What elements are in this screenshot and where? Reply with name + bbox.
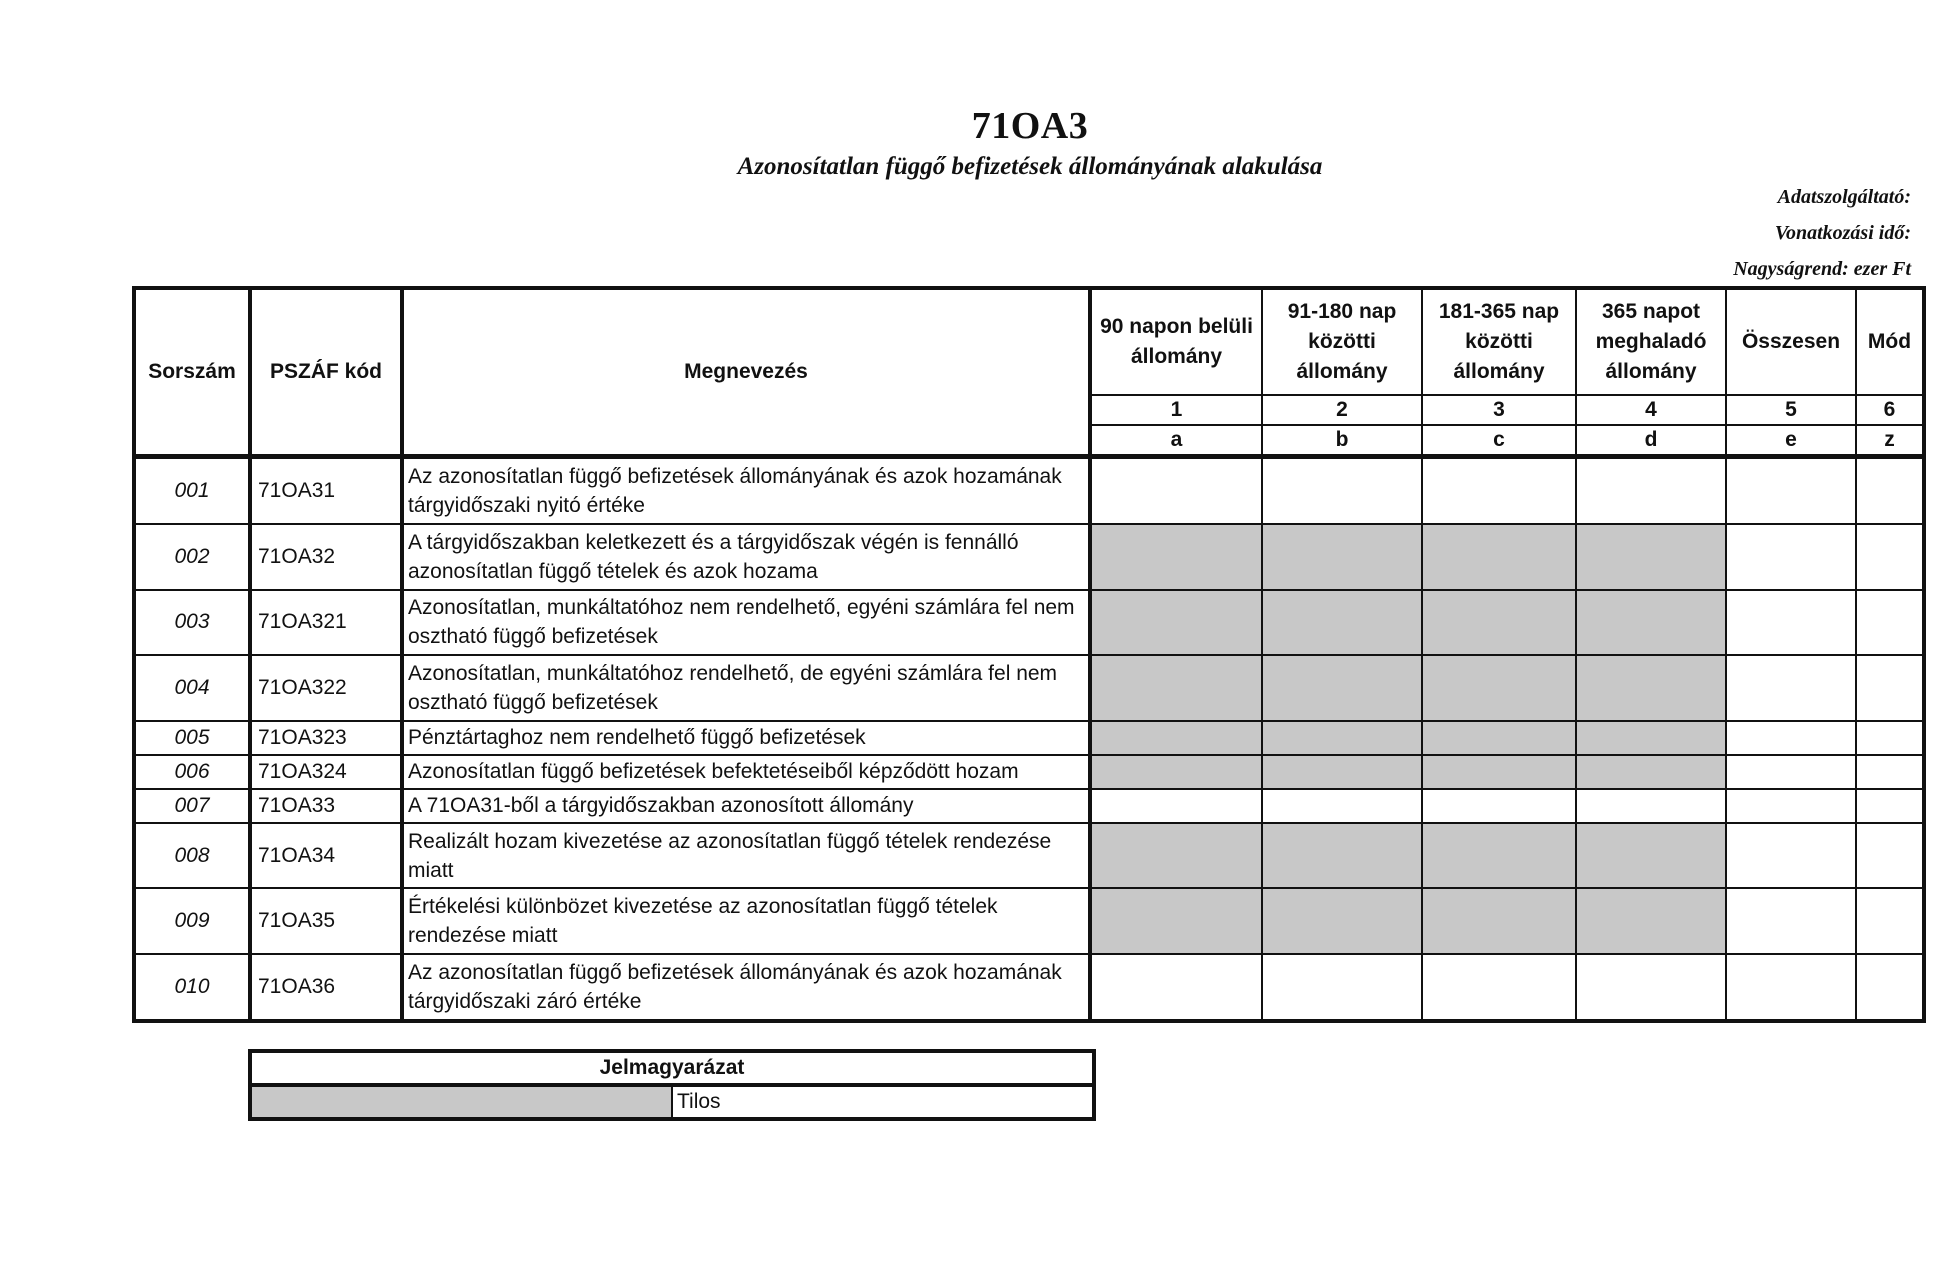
table-row: [134, 524, 1924, 590]
forbidden-cell: [1090, 823, 1262, 889]
table-row: [134, 655, 1924, 721]
provider-label: Adatszolgáltató:: [1777, 186, 1911, 208]
input-cell[interactable]: [1576, 954, 1726, 1021]
input-cell[interactable]: [1726, 457, 1856, 524]
forbidden-cell: [1576, 655, 1726, 721]
row-number: 003: [134, 590, 250, 656]
table-row: [134, 457, 1924, 524]
header-col-number: 5: [1726, 395, 1856, 425]
row-code: 71OA31: [250, 457, 402, 524]
form-table: [132, 286, 1926, 1023]
row-name: Az azonosítatlan függő befizetések állományának és azok hozamának tárgyidőszaki nyitó értéke: [402, 457, 1090, 524]
forbidden-cell: [1262, 524, 1422, 590]
input-cell[interactable]: [1856, 823, 1924, 889]
header-name: Megnevezés: [402, 288, 1090, 457]
forbidden-cell: [1422, 823, 1576, 889]
row-code: 71OA321: [250, 590, 402, 656]
form-subtitle: Azonosítatlan függő befizetések állományának alakulása: [737, 153, 1323, 180]
input-cell[interactable]: [1726, 721, 1856, 755]
row-code: 71OA33: [250, 789, 402, 823]
forbidden-cell: [1262, 721, 1422, 755]
input-cell[interactable]: [1856, 721, 1924, 755]
header-col-6: Mód: [1856, 288, 1924, 395]
row-number: 005: [134, 721, 250, 755]
row-name: Azonosítatlan függő befizetések befektetéseiből képződött hozam: [402, 755, 1090, 789]
row-code: 71OA324: [250, 755, 402, 789]
input-cell[interactable]: [1726, 954, 1856, 1021]
reference-period-label: Vonatkozási idő:: [1774, 222, 1911, 244]
table-body: [134, 457, 1924, 1022]
forbidden-cell: [1422, 590, 1576, 656]
table-row: [134, 823, 1924, 889]
row-name: Azonosítatlan, munkáltatóhoz rendelhető, de egyéni számlára fel nem osztható függő befizetések: [402, 655, 1090, 721]
row-name: Értékelési különbözet kivezetése az azonosítatlan függő tételek rendezése miatt: [402, 888, 1090, 954]
row-number: 004: [134, 655, 250, 721]
input-cell[interactable]: [1262, 789, 1422, 823]
header-col-number: 6: [1856, 395, 1924, 425]
table-row: [134, 954, 1924, 1021]
input-cell[interactable]: [1856, 755, 1924, 789]
header-col-number: 4: [1576, 395, 1726, 425]
forbidden-cell: [1262, 823, 1422, 889]
input-cell[interactable]: [1422, 789, 1576, 823]
legend-swatch-forbidden: [250, 1085, 672, 1119]
row-name: Azonosítatlan, munkáltatóhoz nem rendelhető, egyéni számlára fel nem osztható függő befizetések: [402, 590, 1090, 656]
table-header: [134, 288, 1924, 457]
input-cell[interactable]: [1090, 457, 1262, 524]
input-cell[interactable]: [1726, 888, 1856, 954]
header-sorszam: Sorszám: [134, 288, 250, 457]
input-cell[interactable]: [1422, 954, 1576, 1021]
input-cell[interactable]: [1726, 655, 1856, 721]
forbidden-cell: [1262, 590, 1422, 656]
forbidden-cell: [1422, 888, 1576, 954]
row-number: 010: [134, 954, 250, 1021]
row-code: 71OA36: [250, 954, 402, 1021]
unit-label: Nagyságrend: ezer Ft: [1733, 258, 1911, 280]
input-cell[interactable]: [1726, 789, 1856, 823]
legend-item-label: Tilos: [672, 1085, 1094, 1119]
row-name: A 71OA31-ből a tárgyidőszakban azonosított állomány: [402, 789, 1090, 823]
header-col-letter: b: [1262, 425, 1422, 457]
forbidden-cell: [1422, 655, 1576, 721]
table-row: [134, 755, 1924, 789]
row-name: Az azonosítatlan függő befizetések állományának és azok hozamának tárgyidőszaki záró értéke: [402, 954, 1090, 1021]
row-code: 71OA32: [250, 524, 402, 590]
row-number: 002: [134, 524, 250, 590]
row-number: 008: [134, 823, 250, 889]
forbidden-cell: [1576, 888, 1726, 954]
forbidden-cell: [1262, 888, 1422, 954]
row-code: 71OA35: [250, 888, 402, 954]
forbidden-cell: [1422, 524, 1576, 590]
input-cell[interactable]: [1422, 457, 1576, 524]
forbidden-cell: [1576, 823, 1726, 889]
forbidden-cell: [1262, 755, 1422, 789]
header-col-letter: e: [1726, 425, 1856, 457]
input-cell[interactable]: [1856, 457, 1924, 524]
row-number: 006: [134, 755, 250, 789]
input-cell[interactable]: [1856, 655, 1924, 721]
forbidden-cell: [1090, 721, 1262, 755]
forbidden-cell: [1422, 721, 1576, 755]
forbidden-cell: [1090, 524, 1262, 590]
table-row: [134, 789, 1924, 823]
header-col-letter: a: [1090, 425, 1262, 457]
header-col-1: 90 napon belüli állomány: [1090, 288, 1262, 395]
input-cell[interactable]: [1726, 524, 1856, 590]
input-cell[interactable]: [1856, 524, 1924, 590]
header-col-number: 1: [1090, 395, 1262, 425]
input-cell[interactable]: [1262, 457, 1422, 524]
table-row: [134, 888, 1924, 954]
forbidden-cell: [1576, 524, 1726, 590]
forbidden-cell: [1576, 590, 1726, 656]
header-col-letter: c: [1422, 425, 1576, 457]
input-cell[interactable]: [1856, 590, 1924, 656]
input-cell[interactable]: [1726, 590, 1856, 656]
header-col-4: 365 napot meghaladó állomány: [1576, 288, 1726, 395]
row-name: A tárgyidőszakban keletkezett és a tárgyidőszak végén is fennálló azonosítatlan függő tételek és azok hozama: [402, 524, 1090, 590]
input-cell[interactable]: [1856, 888, 1924, 954]
row-code: 71OA34: [250, 823, 402, 889]
forbidden-cell: [1090, 655, 1262, 721]
input-cell[interactable]: [1262, 954, 1422, 1021]
table-row: [134, 590, 1924, 656]
forbidden-cell: [1090, 590, 1262, 656]
row-number: 009: [134, 888, 250, 954]
header-col-letter: z: [1856, 425, 1924, 457]
input-cell[interactable]: [1090, 954, 1262, 1021]
input-cell[interactable]: [1090, 789, 1262, 823]
legend-title: Jelmagyarázat: [250, 1051, 1094, 1085]
input-cell[interactable]: [1726, 755, 1856, 789]
forbidden-cell: [1422, 755, 1576, 789]
table-row: [134, 721, 1924, 755]
forbidden-cell: [1090, 755, 1262, 789]
forbidden-cell: [1576, 721, 1726, 755]
forbidden-cell: [1576, 755, 1726, 789]
row-name: Pénztártaghoz nem rendelhető függő befizetések: [402, 721, 1090, 755]
row-number: 007: [134, 789, 250, 823]
forbidden-cell: [1090, 888, 1262, 954]
header-col-letter: d: [1576, 425, 1726, 457]
input-cell[interactable]: [1856, 789, 1924, 823]
row-name: Realizált hozam kivezetése az azonosítatlan függő tételek rendezése miatt: [402, 823, 1090, 889]
header-col-3: 181-365 nap közötti állomány: [1422, 288, 1576, 395]
legend-table: [248, 1049, 1096, 1121]
input-cell[interactable]: [1576, 789, 1726, 823]
row-number: 001: [134, 457, 250, 524]
header-col-5: Összesen: [1726, 288, 1856, 395]
input-cell[interactable]: [1576, 457, 1726, 524]
forbidden-cell: [1262, 655, 1422, 721]
input-cell[interactable]: [1856, 954, 1924, 1021]
header-col-2: 91-180 nap közötti állomány: [1262, 288, 1422, 395]
input-cell[interactable]: [1726, 823, 1856, 889]
header-col-number: 3: [1422, 395, 1576, 425]
row-code: 71OA322: [250, 655, 402, 721]
form-title: 71OA3: [971, 105, 1089, 147]
row-code: 71OA323: [250, 721, 402, 755]
header-pszaf-code: PSZÁF kód: [250, 288, 402, 457]
header-col-number: 2: [1262, 395, 1422, 425]
